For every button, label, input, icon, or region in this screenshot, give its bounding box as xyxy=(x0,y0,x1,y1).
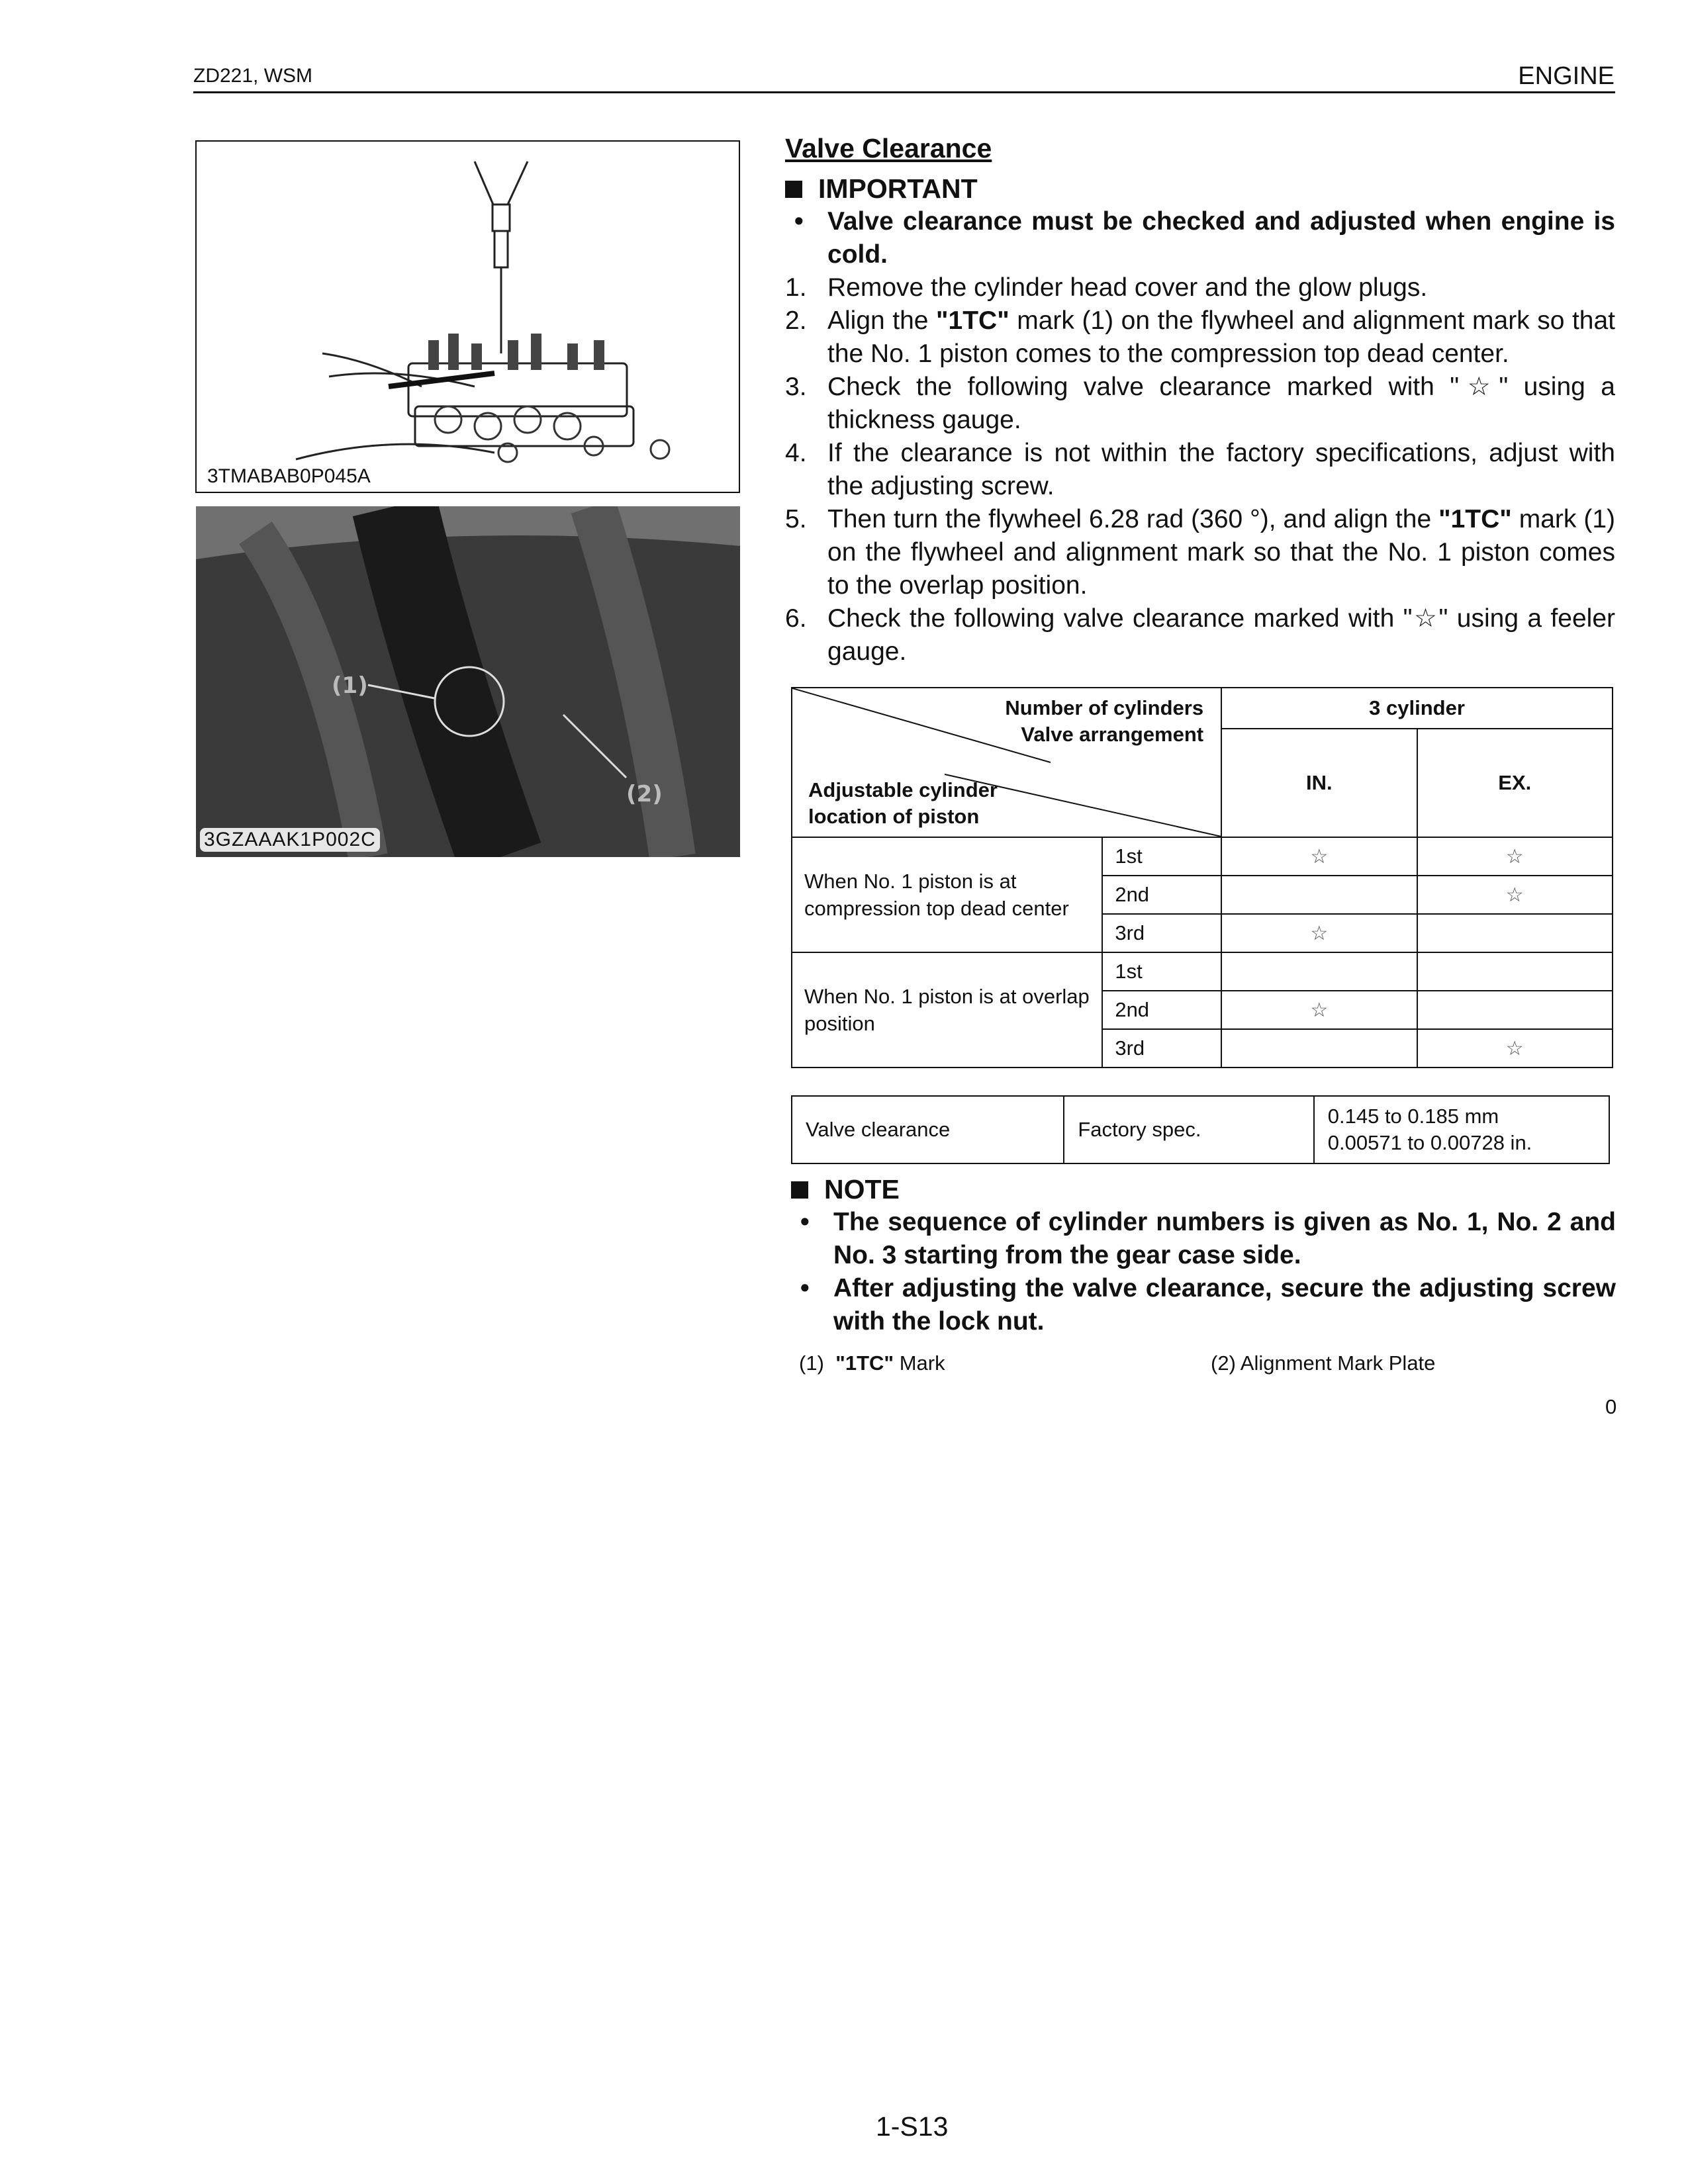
flywheel-photo-illustration xyxy=(196,506,740,857)
table-row xyxy=(792,952,1613,991)
section-name: ENGINE xyxy=(1518,62,1615,90)
step-6: 6. Check the following valve clearance marked with "☆" using a feeler gauge. xyxy=(785,604,1615,666)
step-5: 5. Then turn the flywheel 6.28 rad (360 °), and align the "1TC" mark (1) on the flywheel and alignment mark so that the No. 1 piston comes to the overlap position. xyxy=(785,505,1615,600)
in-mark: ☆ xyxy=(1221,837,1417,876)
note-heading: NOTE xyxy=(791,1173,1616,1206)
cylinder-cell: 1st xyxy=(1102,837,1221,876)
cylinder-cell: 3rd xyxy=(1102,914,1221,952)
caption-alignment-mark-plate: (2) Alignment Mark Plate xyxy=(1211,1351,1436,1375)
figure-code: 3GZAAAK1P002C xyxy=(200,828,380,852)
page-number: 1-S13 xyxy=(876,2111,949,2142)
bullet-icon: • xyxy=(800,1274,810,1302)
header-valve-arrangement: Valve arrangement xyxy=(1021,723,1204,746)
revision-mark: 0 xyxy=(1605,1395,1617,1418)
header-in: IN. xyxy=(1221,729,1417,837)
cylinder-cell: 2nd xyxy=(1102,876,1221,914)
in-mark: ☆ xyxy=(1221,914,1417,952)
callout-2: (2) xyxy=(626,781,663,807)
note-bullet: • The sequence of cylinder numbers is given as No. 1, No. 2 and No. 3 starting from the gear case side. xyxy=(791,1206,1616,1272)
figure-code: 3TMABAB0P045A xyxy=(205,465,373,488)
important-heading: IMPORTANT xyxy=(785,172,1615,205)
note-bullet: • After adjusting the valve clearance, secure the adjusting screw with the lock nut. xyxy=(791,1272,1616,1338)
in-mark xyxy=(1221,1029,1417,1068)
spec-item: Valve clearance xyxy=(792,1096,1064,1163)
section-title: Valve Clearance xyxy=(785,133,992,163)
callout-1: (1) xyxy=(332,672,368,699)
ex-mark xyxy=(1417,914,1613,952)
procedure-steps xyxy=(785,271,1615,668)
figure-flywheel-photo xyxy=(196,506,740,857)
header-ex: EX. xyxy=(1417,729,1613,837)
valve-arrangement-table xyxy=(791,687,1613,1068)
spec-value xyxy=(1314,1096,1609,1163)
step-4: 4. If the clearance is not within the factory specifications, adjust with the adjusting screw. xyxy=(785,439,1615,500)
group-compression-top-dead-center: When No. 1 piston is at compression top dead center xyxy=(792,837,1102,952)
step-2: 2. Align the "1TC" mark (1) on the flywheel and alignment mark so that the No. 1 piston comes to the compression top dead center. xyxy=(785,306,1616,368)
table-diagonal-header xyxy=(792,688,1221,837)
ex-mark: ☆ xyxy=(1417,1029,1613,1068)
header-adjustable-cylinder: Adjustable cylinder xyxy=(808,778,998,801)
in-mark xyxy=(1221,876,1417,914)
note-block xyxy=(791,1173,1616,1338)
manual-code: ZD221, WSM xyxy=(193,65,313,87)
caption-1tc-mark: (1) "1TC" Mark xyxy=(799,1351,945,1375)
ex-mark xyxy=(1417,991,1613,1029)
step-1: 1. Remove the cylinder head cover and the glow plugs. xyxy=(785,273,1428,302)
bullet-icon: • xyxy=(800,1208,810,1236)
bullet-icon: • xyxy=(794,207,804,236)
figure-thickness-gauge xyxy=(195,140,740,493)
ex-mark: ☆ xyxy=(1417,837,1613,876)
group-overlap-position: When No. 1 piston is at overlap position xyxy=(792,952,1102,1068)
cylinder-cell: 3rd xyxy=(1102,1029,1221,1068)
in-mark xyxy=(1221,952,1417,991)
step-3: 3. Check the following valve clearance marked with "☆" using a thickness gauge. xyxy=(785,373,1615,434)
header-location-of-piston: location of piston xyxy=(808,805,980,828)
spec-value-mm: 0.145 to 0.185 mm xyxy=(1327,1105,1499,1128)
spec-value-in: 0.00571 to 0.00728 in. xyxy=(1327,1131,1532,1154)
factory-spec-table xyxy=(791,1095,1610,1164)
ex-mark: ☆ xyxy=(1417,876,1613,914)
header-rule xyxy=(193,91,1615,93)
header-number-of-cylinders: Number of cylinders xyxy=(1005,696,1204,719)
gauge-illustration xyxy=(197,142,740,493)
important-bullet: • Valve clearance must be checked and adjusted when engine is cold. xyxy=(785,205,1615,271)
in-mark: ☆ xyxy=(1221,991,1417,1029)
main-content xyxy=(785,132,1615,668)
square-bullet-icon xyxy=(785,181,802,198)
table-row xyxy=(792,837,1613,876)
square-bullet-icon xyxy=(791,1181,808,1199)
cylinder-cell: 2nd xyxy=(1102,991,1221,1029)
spec-label: Factory spec. xyxy=(1064,1096,1313,1163)
header-3-cylinder: 3 cylinder xyxy=(1221,688,1613,729)
cylinder-cell: 1st xyxy=(1102,952,1221,991)
ex-mark xyxy=(1417,952,1613,991)
